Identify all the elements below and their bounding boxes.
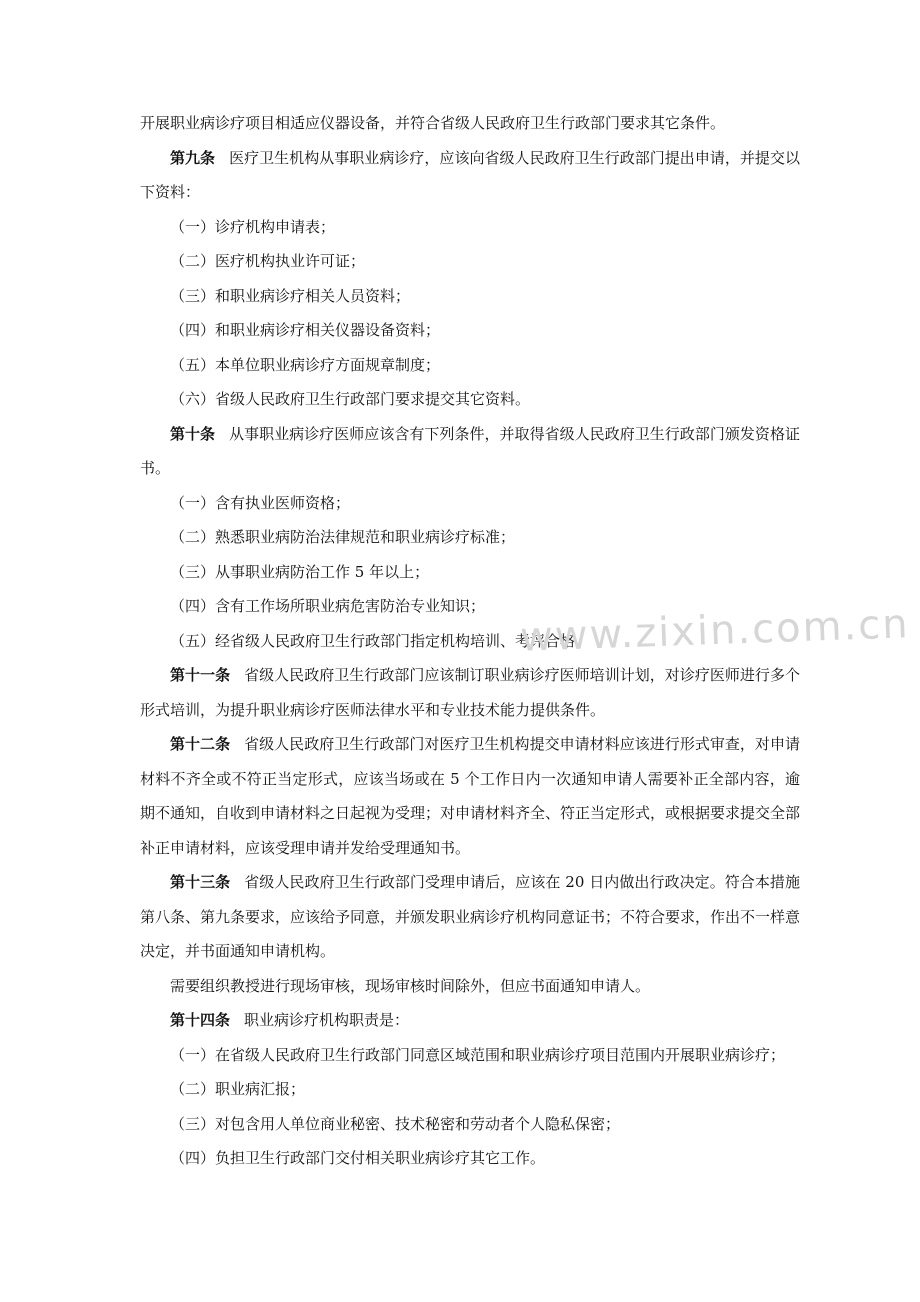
- article-11: [140, 658, 800, 727]
- article-13: [140, 865, 800, 969]
- article-11-text: 省级人民政府卫生行政部门应该制订职业病诊疗医师培训计划，对诊疗医师进行多个形式培训，为提升职业病诊疗医师法律水平和专业技术能力提供条件。: [140, 666, 800, 719]
- article-12: [140, 727, 800, 865]
- article-9-item-6: （六）省级人民政府卫生行政部门要求提交其它资料。: [170, 390, 531, 408]
- article-9-text: 医疗卫生机构从事职业病诊疗，应该向省级人民政府卫生行政部门提出申请，并提交以下资料：: [140, 148, 800, 201]
- article-14: [140, 1003, 800, 1038]
- article-14-text: 职业病诊疗机构职责是：: [244, 1011, 410, 1029]
- article-13-label: 第十三条: [170, 873, 231, 891]
- article-10-item-1: （一）含有执业医师资格；: [170, 493, 351, 512]
- article-9-item-5: （五）本单位职业病诊疗方面规章制度；: [170, 355, 441, 374]
- article-9-item-1: （一）诊疗机构申请表；: [170, 217, 336, 236]
- article-14-item-2: （二）职业病汇报；: [170, 1080, 306, 1098]
- article-12-label: 第十二条: [170, 735, 231, 753]
- paragraph-continuation: 开展职业病诊疗项目相适应仪器设备，并符合省级人民政府卫生行政部门要求其它条件。: [140, 114, 726, 132]
- article-11-label: 第十一条: [170, 666, 231, 684]
- article-10-label: 第十条: [170, 424, 216, 443]
- article-13-text: 省级人民政府卫生行政部门受理申请后，应该在 20 日内做出行政决定。符合本措施第八条、第九条要求，应该给予同意，并颁发职业病诊疗机构同意证书；不符合要求，作出不一样意决定，并书面通知申请机构。: [140, 873, 801, 960]
- article-12-text: 省级人民政府卫生行政部门对医疗卫生机构提交申请材料应该进行形式审查，对申请材料不齐全或不符正当定形式，应该当场或在 5 个工作日内一次通知申请人需要补正全部内容，逾期不通知，自收到申请材料之日起视为受理；对申请材料齐全、符正当定形式，或根据要求提交全部补正申请材料，应该受理申请并发给受理通知书。: [140, 735, 801, 857]
- article-10-item-5: （五）经省级人民政府卫生行政部门指定机构培训、考评合格。: [170, 631, 591, 650]
- article-14-item-4: （四）负担卫生行政部门交付相关职业病诊疗其它工作。: [170, 1149, 546, 1167]
- article-9: [140, 141, 800, 210]
- article-10-item-3: （三）从事职业病防治工作 5 年以上；: [170, 562, 430, 581]
- watermark-text: www.zixin.com.cn: [519, 601, 911, 661]
- article-14-item-1: （一）在省级人民政府卫生行政部门同意区域范围和职业病诊疗项目范围内开展职业病诊疗；: [170, 1045, 786, 1064]
- article-10: [140, 417, 800, 486]
- article-10-item-2: （二）熟悉职业病防治法律规范和职业病诊疗标准；: [170, 528, 516, 546]
- article-13-extra: 需要组织教授进行现场审核，现场审核时间除外，但应书面通知申请人。: [170, 976, 651, 995]
- article-9-item-4: （四）和职业病诊疗相关仪器设备资料；: [170, 321, 441, 339]
- article-14-label: 第十四条: [170, 1011, 231, 1029]
- article-14-item-3: （三）对包含用人单位商业秘密、技术秘密和劳动者个人隐私保密；: [170, 1114, 621, 1133]
- article-9-item-2: （二）医疗机构执业许可证；: [170, 252, 366, 270]
- article-10-item-4: （四）含有工作场所职业病危害防治专业知识；: [170, 597, 486, 615]
- article-10-text: 从事职业病诊疗医师应该含有下列条件，并取得省级人民政府卫生行政部门颁发资格证书。: [140, 424, 800, 477]
- article-9-label: 第九条: [170, 148, 216, 167]
- article-9-item-3: （三）和职业病诊疗相关人员资料；: [170, 286, 411, 305]
